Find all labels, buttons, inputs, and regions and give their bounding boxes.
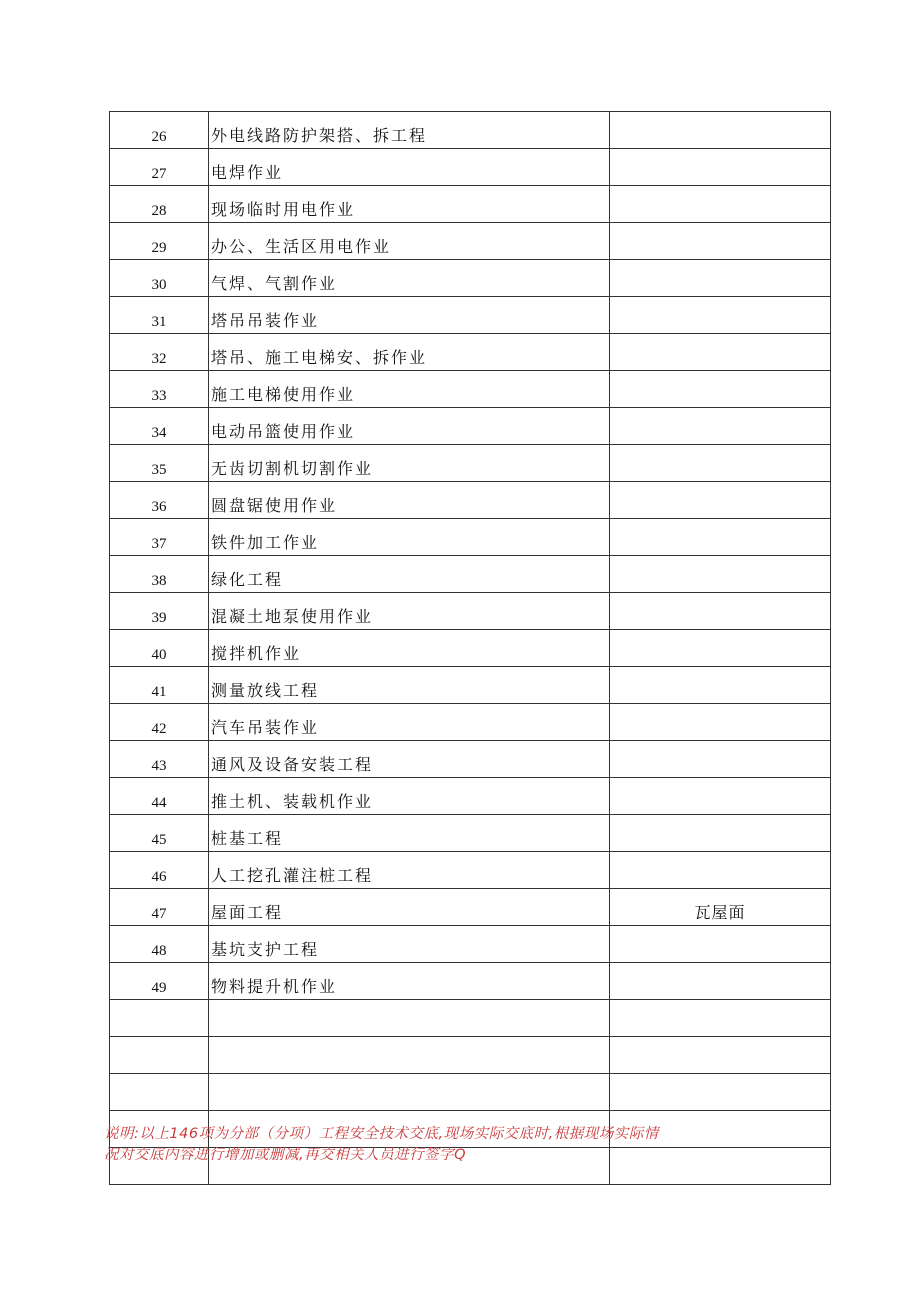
row-number: 48 <box>110 926 209 963</box>
row-note <box>610 815 831 852</box>
row-number: 36 <box>110 482 209 519</box>
table-row <box>110 1037 831 1074</box>
row-item: 测量放线工程 <box>209 667 610 704</box>
row-number: 37 <box>110 519 209 556</box>
row-item: 塔吊吊装作业 <box>209 297 610 334</box>
table-row <box>110 963 831 1000</box>
table-row <box>110 1000 831 1037</box>
row-number: 39 <box>110 593 209 630</box>
table-row <box>110 852 831 889</box>
row-number: 47 <box>110 889 209 926</box>
row-note <box>610 778 831 815</box>
row-item: 人工挖孔灌注桩工程 <box>209 852 610 889</box>
table-row <box>110 630 831 667</box>
table-row <box>110 223 831 260</box>
table-row <box>110 556 831 593</box>
row-item <box>209 1037 610 1074</box>
safety-briefing-table <box>109 111 831 1185</box>
row-number: 31 <box>110 297 209 334</box>
row-note: 瓦屋面 <box>610 889 831 926</box>
table-row <box>110 408 831 445</box>
row-item: 现场临时用电作业 <box>209 186 610 223</box>
row-note <box>610 334 831 371</box>
row-note <box>610 408 831 445</box>
row-note <box>610 704 831 741</box>
row-item: 绿化工程 <box>209 556 610 593</box>
row-item: 推土机、装载机作业 <box>209 778 610 815</box>
table-row <box>110 112 831 149</box>
row-note <box>610 1000 831 1037</box>
footnote-line-1: 说明:以上146项为分部（分项）工程安全技术交底,现场实际交底时,根据现场实际情 <box>104 1126 659 1142</box>
row-number: 30 <box>110 260 209 297</box>
row-number <box>110 1037 209 1074</box>
row-number <box>110 1000 209 1037</box>
row-item: 外电线路防护架搭、拆工程 <box>209 112 610 149</box>
row-number: 27 <box>110 149 209 186</box>
row-note <box>610 519 831 556</box>
row-item: 物料提升机作业 <box>209 963 610 1000</box>
row-item: 汽车吊装作业 <box>209 704 610 741</box>
table-row <box>110 778 831 815</box>
row-note <box>610 667 831 704</box>
row-note <box>610 445 831 482</box>
row-item: 气焊、气割作业 <box>209 260 610 297</box>
row-number: 32 <box>110 334 209 371</box>
footnote-line-2: 况对交底内容进行增加或删减,再交相关人员进行签字Q <box>104 1147 467 1163</box>
row-number: 42 <box>110 704 209 741</box>
table-row <box>110 889 831 926</box>
row-item <box>209 1000 610 1037</box>
row-note <box>610 371 831 408</box>
row-item: 通风及设备安装工程 <box>209 741 610 778</box>
row-note <box>610 112 831 149</box>
row-item: 屋面工程 <box>209 889 610 926</box>
row-number: 44 <box>110 778 209 815</box>
row-item: 混凝土地泵使用作业 <box>209 593 610 630</box>
table-row <box>110 926 831 963</box>
table-row <box>110 519 831 556</box>
row-note <box>610 741 831 778</box>
row-item: 施工电梯使用作业 <box>209 371 610 408</box>
row-number: 46 <box>110 852 209 889</box>
row-number <box>110 1074 209 1111</box>
row-item: 办公、生活区用电作业 <box>209 223 610 260</box>
row-number: 38 <box>110 556 209 593</box>
row-number: 45 <box>110 815 209 852</box>
row-note <box>610 149 831 186</box>
row-number: 43 <box>110 741 209 778</box>
row-number: 41 <box>110 667 209 704</box>
table-row <box>110 334 831 371</box>
table-row <box>110 371 831 408</box>
table-row <box>110 297 831 334</box>
row-note <box>610 630 831 667</box>
table-body <box>110 112 831 1185</box>
row-note <box>610 852 831 889</box>
row-number: 33 <box>110 371 209 408</box>
row-item: 无齿切割机切割作业 <box>209 445 610 482</box>
table-row <box>110 445 831 482</box>
row-note <box>610 556 831 593</box>
row-note <box>610 593 831 630</box>
row-number: 35 <box>110 445 209 482</box>
row-item: 桩基工程 <box>209 815 610 852</box>
footnote <box>104 1124 764 1166</box>
table-row <box>110 149 831 186</box>
row-note <box>610 1037 831 1074</box>
row-item: 基坑支护工程 <box>209 926 610 963</box>
table-row <box>110 593 831 630</box>
row-number: 49 <box>110 963 209 1000</box>
table-row <box>110 667 831 704</box>
table-row <box>110 704 831 741</box>
table-row <box>110 1074 831 1111</box>
row-item: 圆盘锯使用作业 <box>209 482 610 519</box>
table-row <box>110 815 831 852</box>
table-row <box>110 186 831 223</box>
row-item: 铁件加工作业 <box>209 519 610 556</box>
row-note <box>610 926 831 963</box>
row-number: 29 <box>110 223 209 260</box>
row-note <box>610 186 831 223</box>
row-item: 电焊作业 <box>209 149 610 186</box>
row-number: 34 <box>110 408 209 445</box>
row-note <box>610 1074 831 1111</box>
row-note <box>610 482 831 519</box>
row-number: 40 <box>110 630 209 667</box>
table-row <box>110 741 831 778</box>
row-note <box>610 260 831 297</box>
row-note <box>610 297 831 334</box>
table-row <box>110 260 831 297</box>
row-item: 塔吊、施工电梯安、拆作业 <box>209 334 610 371</box>
row-number: 26 <box>110 112 209 149</box>
row-note <box>610 963 831 1000</box>
table-row <box>110 482 831 519</box>
row-item <box>209 1074 610 1111</box>
row-item: 电动吊篮使用作业 <box>209 408 610 445</box>
row-number: 28 <box>110 186 209 223</box>
row-note <box>610 223 831 260</box>
row-item: 搅拌机作业 <box>209 630 610 667</box>
